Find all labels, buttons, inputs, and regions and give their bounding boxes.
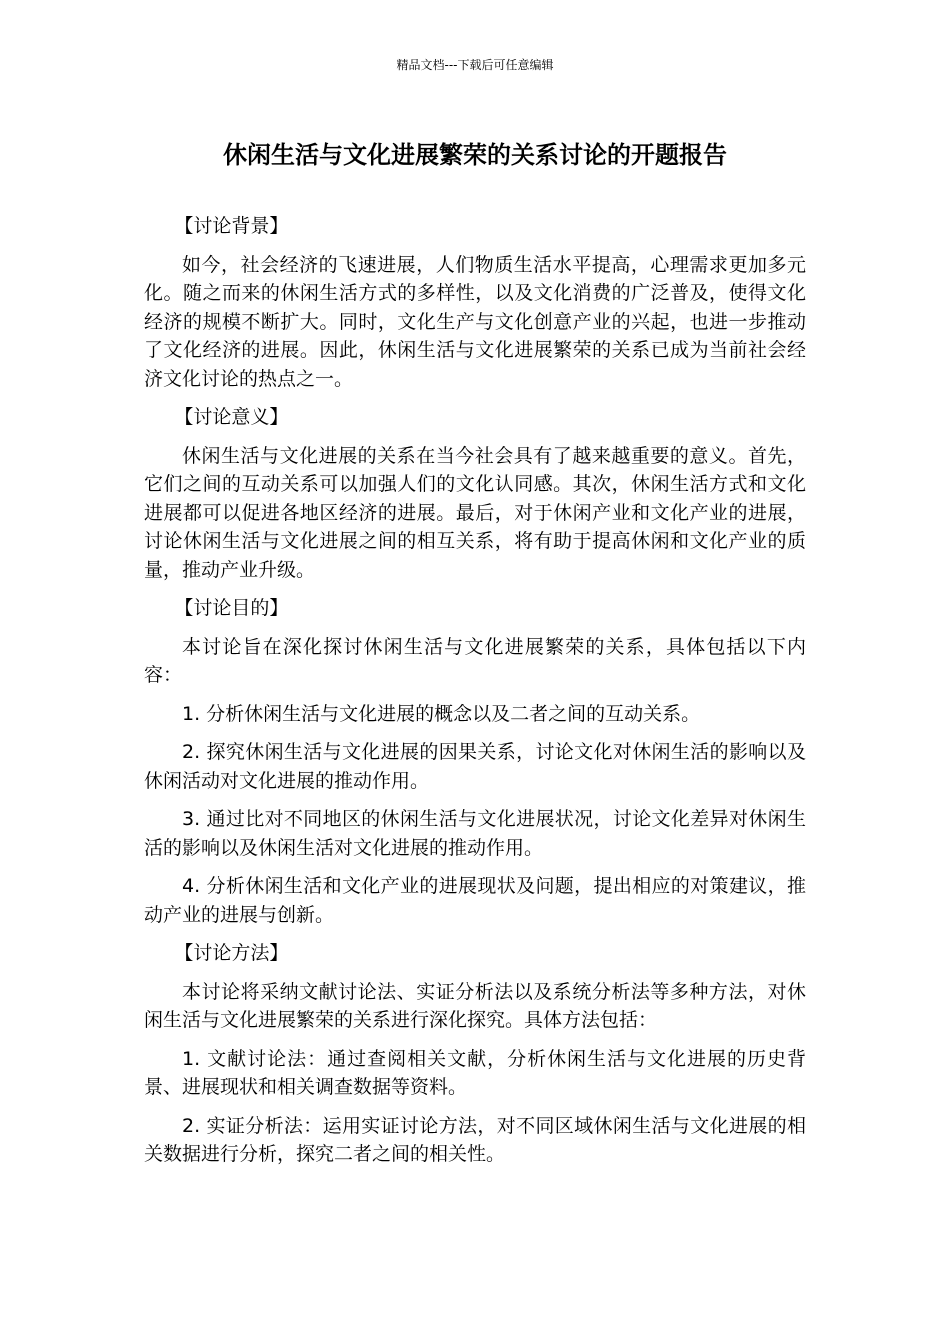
page-header: 精品文档---下载后可任意编辑 — [396, 58, 554, 72]
paragraph: 如今，社会经济的飞速进展，人们物质生活水平提高，心理需求更加多元化。随之而来的休闲生活方式的多样性，以及文化消费的广泛普及，使得文化经济的规模不断扩大。同时，文化生产与文化创意产业的兴起，也进一步推动了文化经济的进展。因此，休闲生活与文化进展繁荣的关系已成为当前社会经济文化讨论的热点之一。 — [144, 253, 806, 390]
list-item: 1. 文献讨论法：通过查阅相关文献，分析休闲生活与文化进展的历史背景、进展现状和相关调查数据等资料。 — [144, 1047, 806, 1098]
list-item: 4. 分析休闲生活和文化产业的进展现状及问题，提出相应的对策建议，推动产业的进展与创新。 — [144, 875, 806, 926]
document-body — [144, 212, 806, 1179]
paragraph: 本讨论旨在深化探讨休闲生活与文化进展繁荣的关系，具体包括以下内容： — [144, 635, 806, 686]
paragraph: 休闲生活与文化进展的关系在当今社会具有了越来越重要的意义。首先，它们之间的互动关系可以加强人们的文化认同感。其次，休闲生活方式和文化进展都可以促进各地区经济的进展。最后，对于休闲产业和文化产业的进展，讨论休闲生活与文化进展之间的相互关系，将有助于提高休闲和文化产业的质量，推动产业升级。 — [144, 444, 806, 581]
list-item: 2. 探究休闲生活与文化进展的因果关系，讨论文化对休闲生活的影响以及休闲活动对文化进展的推动作用。 — [144, 741, 806, 792]
list-item: 2. 实证分析法：运用实证讨论方法，对不同区域休闲生活与文化进展的相关数据进行分析，探究二者之间的相关性。 — [144, 1114, 806, 1165]
section-heading-methods: 【讨论方法】 — [174, 942, 289, 964]
list-item: 1. 分析休闲生活与文化进展的概念以及二者之间的互动关系。 — [182, 702, 701, 725]
section-heading-significance: 【讨论意义】 — [174, 406, 289, 428]
section-heading-background: 【讨论背景】 — [174, 215, 289, 237]
paragraph: 本讨论将采纳文献讨论法、实证分析法以及系统分析法等多种方法，对休闲生活与文化进展繁荣的关系进行深化探究。具体方法包括： — [144, 980, 806, 1031]
list-item: 3. 通过比对不同地区的休闲生活与文化进展状况，讨论文化差异对休闲生活的影响以及休闲生活对文化进展的推动作用。 — [144, 808, 806, 859]
document-title: 休闲生活与文化进展繁荣的关系讨论的开题报告 — [223, 141, 727, 169]
section-heading-purpose: 【讨论目的】 — [174, 597, 289, 619]
